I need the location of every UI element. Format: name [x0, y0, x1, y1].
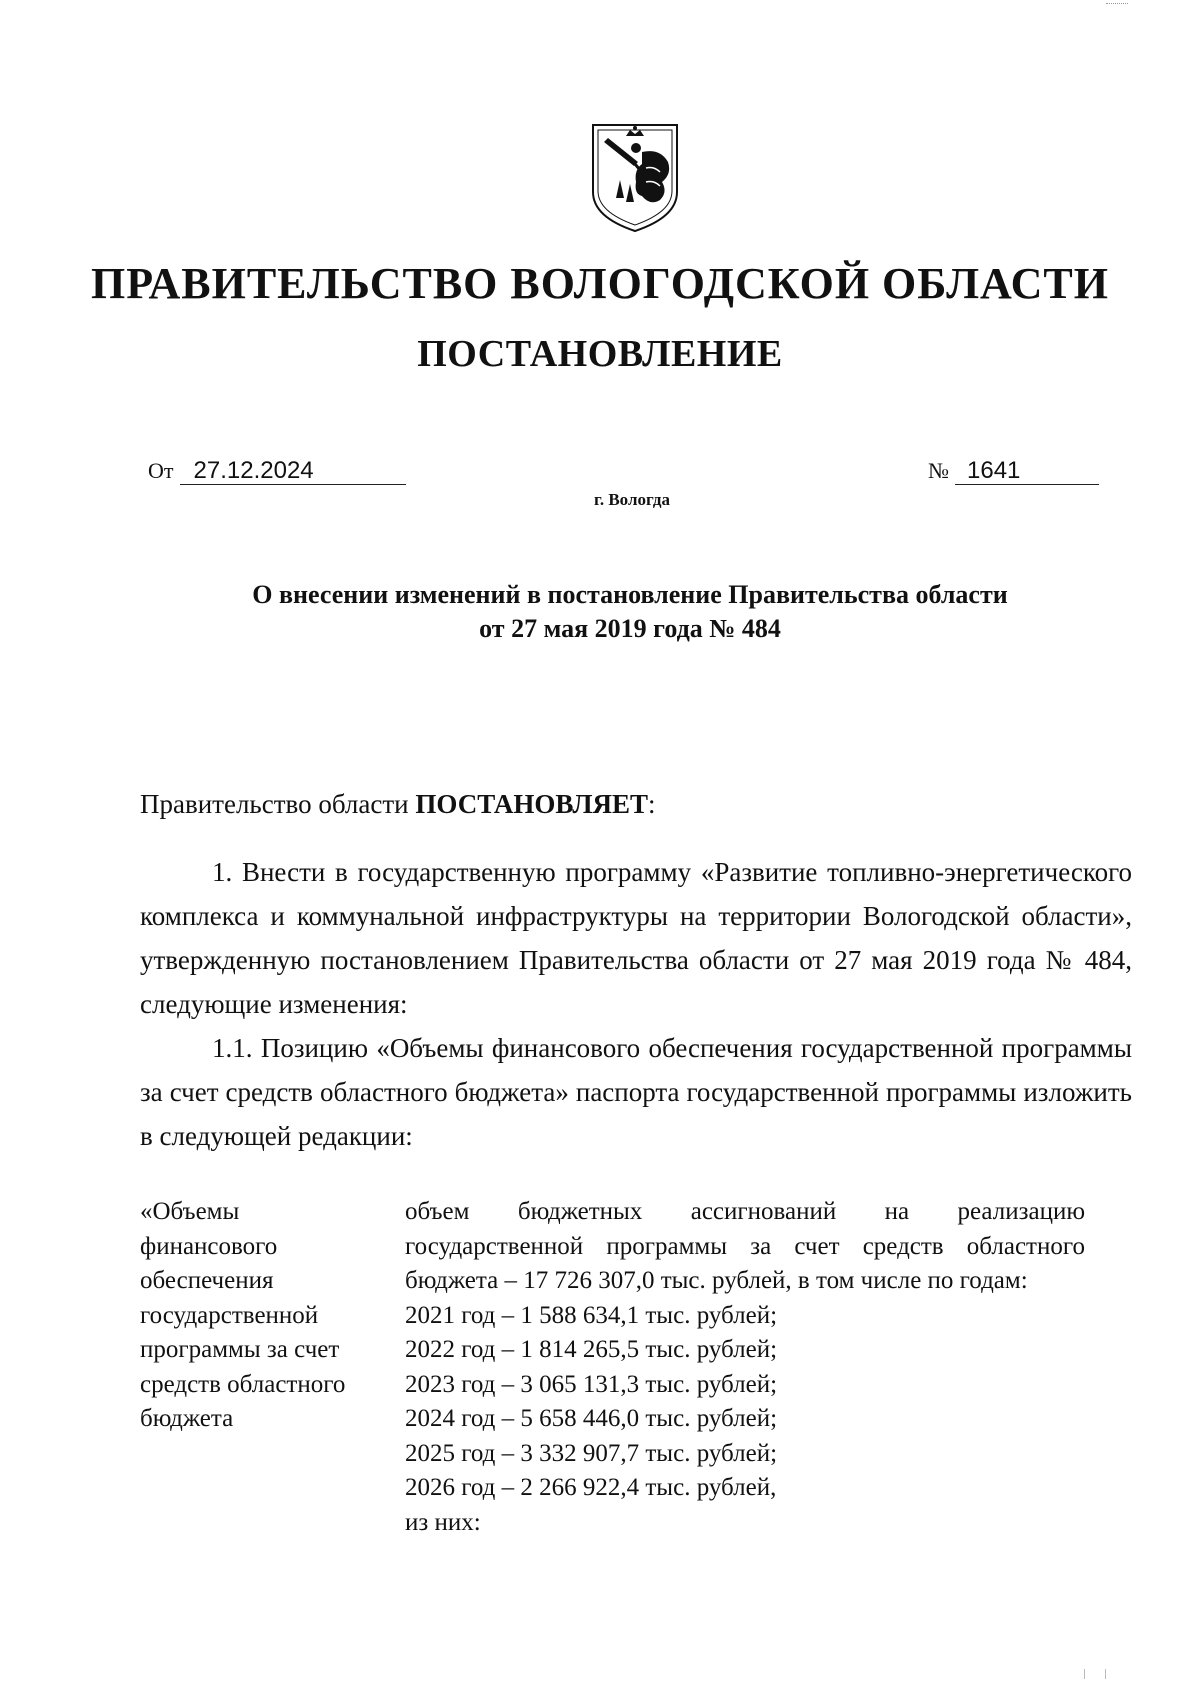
decree-keyword: ПОСТАНОВЛЯЕТ: [415, 789, 648, 819]
scan-mark-top: [1106, 0, 1128, 4]
funding-year-row: 2025 год – 3 332 907,7 тыс. рублей;: [405, 1439, 778, 1467]
paragraph-1: 1. Внести в государственную программу «Развитие топливно-энергетического комплекса и коммунальной инфраструктуры на территории Вологодской области», утвержденную постановлением Правительства области от 27 мая 2019 года № 484, следующие изменения:: [140, 857, 1132, 1019]
funding-year-row: 2021 год – 1 588 634,1 тыс. рублей;: [405, 1301, 778, 1329]
decree-statement: [140, 789, 656, 820]
document-type: ПОСТАНОВЛЕНИЕ: [417, 333, 783, 375]
decree-suffix: :: [647, 789, 656, 819]
funding-total: объем бюджетных ассигнований на реализацию государственной программы за счет средств областного бюджета – 17 726 307,0 тыс. рублей, в том числе по годам:: [405, 1198, 1085, 1294]
government-title: ПРАВИТЕЛЬСТВО ВОЛОГОДСКОЙ ОБЛАСТИ: [91, 259, 1109, 308]
date-label: От: [148, 458, 174, 483]
funding-year-row: 2024 год – 5 658 446,0 тыс. рублей;: [405, 1405, 778, 1432]
table-value-cell: [405, 1195, 1085, 1540]
funding-year-row: 2022 год – 1 814 265,5 тыс. рублей;: [405, 1336, 778, 1363]
number-field: [928, 458, 1099, 485]
document-body: [140, 850, 1132, 1158]
funding-tail: из них:: [405, 1508, 481, 1536]
number-value: 1641: [955, 458, 1099, 485]
table-label-cell: «Объемы финансового обеспечения государственной программы за счет средств областного бюджета: [140, 1198, 346, 1432]
paragraph-1-1: 1.1. Позицию «Объемы финансового обеспечения государственной программы за счет средств областного бюджета» паспорта государственной программы изложить в следующей редакции:: [140, 1033, 1132, 1151]
coat-of-arms-icon: [590, 122, 680, 234]
scan-mark-bottom: [1084, 1669, 1106, 1679]
funding-year-row: 2026 год – 2 266 922,4 тыс. рублей,: [405, 1474, 777, 1501]
date-value: 27.12.2024: [180, 458, 406, 485]
city: г. Вологда: [594, 490, 670, 509]
subject-line-1: О внесении изменений в постановление Правительства области: [252, 580, 1008, 609]
funding-year-row: 2023 год – 3 065 131,3 тыс. рублей;: [405, 1370, 778, 1398]
subject-line-2: от 27 мая 2019 года № 484: [479, 614, 781, 643]
document-subject: [150, 578, 1110, 646]
date-field: [148, 458, 406, 485]
decree-prefix: Правительство области: [140, 789, 416, 819]
number-label: №: [928, 458, 949, 483]
